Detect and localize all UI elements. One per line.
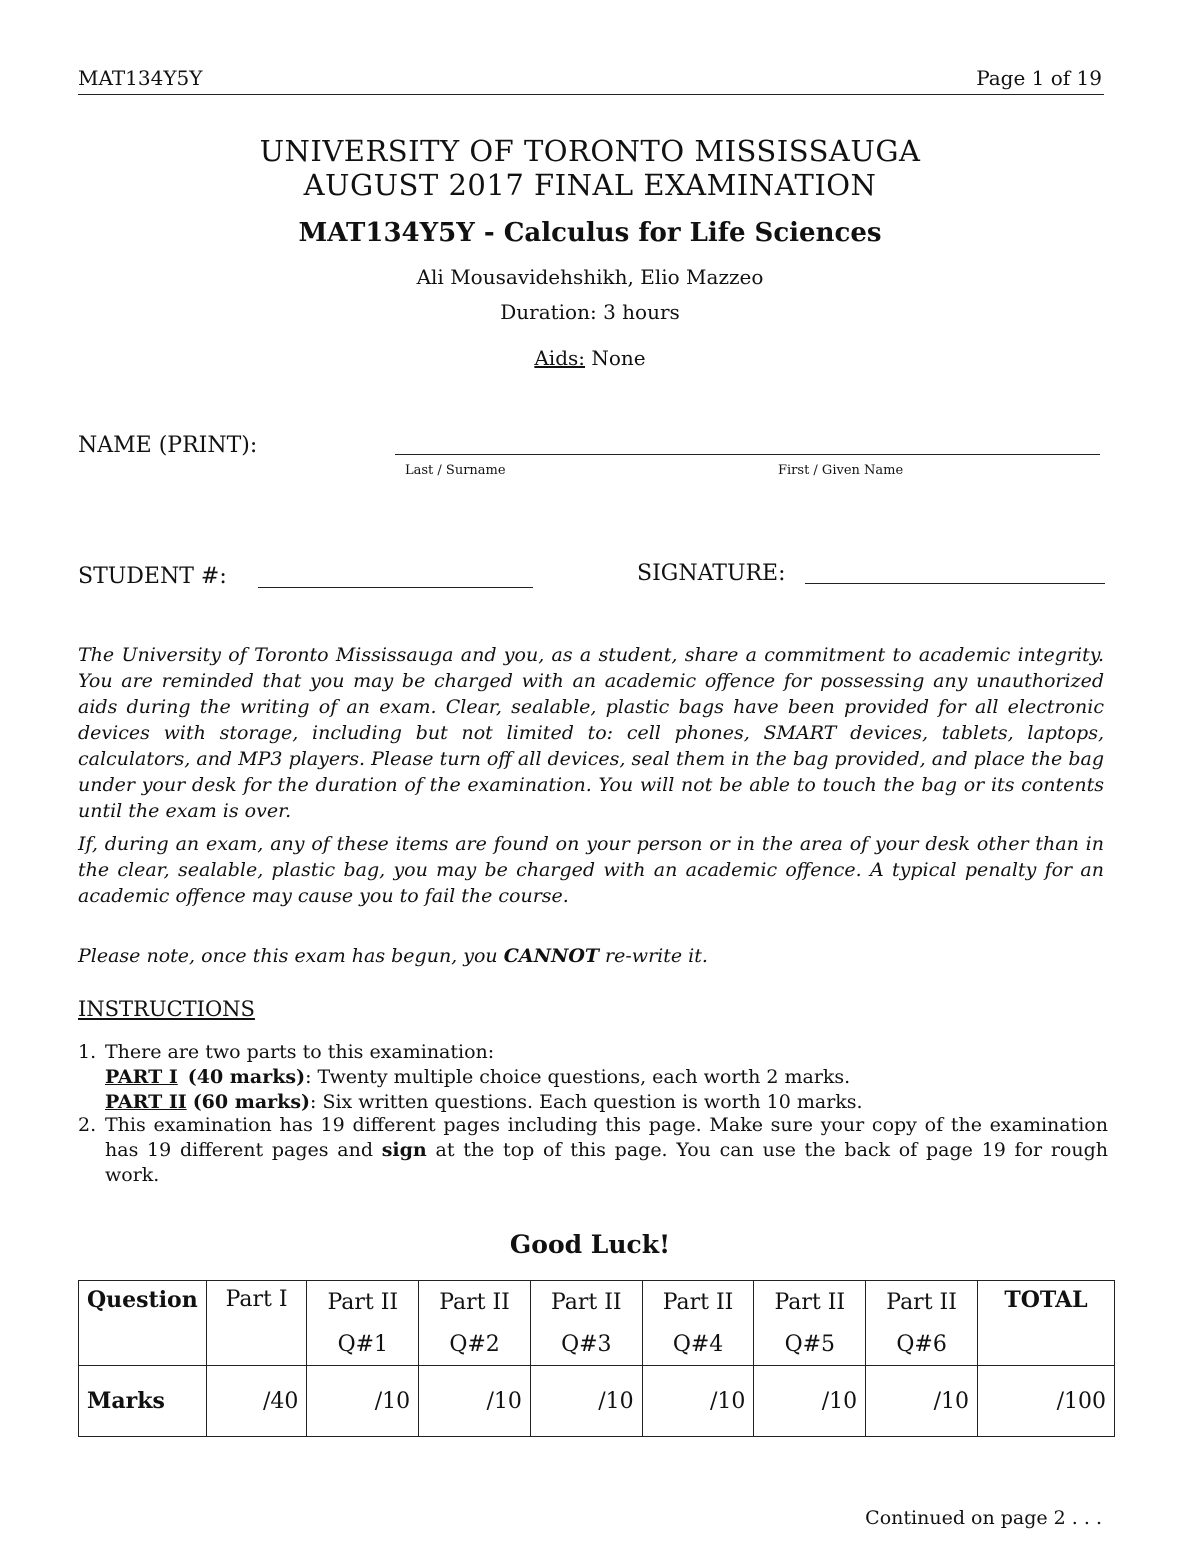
mark-cell-q3[interactable]: /10	[530, 1366, 642, 1437]
course-code-header: MAT134Y5Y	[78, 66, 203, 90]
good-luck: Good Luck!	[509, 1230, 671, 1259]
integrity-paragraph-2: If, during an exam, any of these items are found on your person or in the area of your desk other than in the clear, sealable, plastic bag, you may be charged with an academic offence. A typical penalty for an academic offence may cause you to fail the course.	[78, 833, 1104, 907]
university-title: UNIVERSITY OF TORONTO MISSISSAUGA	[259, 134, 921, 168]
student-number-field[interactable]	[258, 587, 533, 588]
part-2-label: PART II	[105, 1091, 187, 1113]
signature-label: SIGNATURE:	[637, 561, 786, 586]
marks-table	[78, 1280, 1115, 1437]
name-label: NAME (PRINT):	[78, 433, 258, 458]
col-header-q2-line1: Part II	[419, 1281, 531, 1324]
header-rule	[78, 94, 1104, 95]
page-indicator: Page 1 of 19	[976, 66, 1102, 90]
total-header: TOTAL	[978, 1281, 1115, 1366]
mark-cell-part1[interactable]: /40	[206, 1366, 307, 1437]
rewrite-note: Please note, once this exam has begun, you CANNOT re-write it.	[78, 945, 708, 967]
mark-cell-q5[interactable]: /10	[754, 1366, 866, 1437]
mark-cell-total[interactable]: /100	[978, 1366, 1115, 1437]
marks-row-label: Marks	[79, 1366, 207, 1437]
last-name-caption: Last / Surname	[405, 463, 506, 478]
col-header-q5-line2: Q#5	[754, 1323, 866, 1366]
course-title: MAT134Y5Y - Calculus for Life Sciences	[298, 218, 882, 248]
col-header-q2-line2: Q#2	[419, 1323, 531, 1366]
col-header-q4-line1: Part II	[642, 1281, 754, 1324]
mark-cell-q2[interactable]: /10	[419, 1366, 531, 1437]
instruction-item-2: 2. This examination has 19 different pages including this page. Make sure your copy of the examination has 19 different pages and sign at the top of this page. You can use the back of page 19 for rough work.	[78, 1114, 1108, 1186]
col-header-q4-line2: Q#4	[642, 1323, 754, 1366]
continued-footer: Continued on page 2 . . .	[865, 1507, 1102, 1529]
instructions-title: INSTRUCTIONS	[78, 997, 255, 1021]
aids	[0, 346, 1180, 370]
question-header: Question	[79, 1281, 207, 1366]
part-2-line: PART II (60 marks): Six written questions. Each question is worth 10 marks.	[105, 1091, 863, 1113]
col-header-q1-line1: Part II	[307, 1281, 419, 1324]
instruction-item-1: 1. There are two parts to this examination: PART I (40 marks): Twenty multiple choice questions, each worth 2 marks. PART II (60 marks): Six written questions. Each question is worth 10 marks.	[78, 1040, 1108, 1115]
col-header-q1-line2: Q#1	[307, 1323, 419, 1366]
first-name-caption: First / Given Name	[778, 463, 904, 478]
col-header-q6-line1: Part II	[866, 1281, 978, 1324]
part-1-label: PART I	[105, 1066, 178, 1088]
student-number-label: STUDENT #:	[78, 564, 227, 589]
col-header-q3-line1: Part II	[530, 1281, 642, 1324]
duration: Duration: 3 hours	[500, 300, 680, 324]
instructors: Ali Mousavidehshikh, Elio Mazzeo	[416, 265, 764, 289]
mark-cell-q1[interactable]: /10	[307, 1366, 419, 1437]
signature-field[interactable]	[805, 583, 1105, 584]
part-1-line: PART I (40 marks): Twenty multiple choice questions, each worth 2 marks.	[105, 1066, 851, 1088]
col-header-q5-line1: Part II	[754, 1281, 866, 1324]
mark-cell-q6[interactable]: /10	[866, 1366, 978, 1437]
col-header-q3-line2: Q#3	[530, 1323, 642, 1366]
aids-value: None	[585, 346, 646, 370]
cannot-emphasis: CANNOT	[503, 945, 600, 967]
mark-cell-q4[interactable]: /10	[642, 1366, 754, 1437]
aids-label: Aids:	[534, 346, 586, 370]
integrity-paragraph-1: The University of Toronto Mississauga and you, as a student, share a commitment to academic integrity. You are reminded that you may be charged with an academic offence for possessing any unauthorized aids during the writing of an exam. Clear, sealable, plastic bags have been provided for all electronic devices with storage, including but not limited to: cell phones, SMART devices, tablets, laptops, calculators, and MP3 players. Please turn off all devices, seal them in the bag provided, and place the bag under your desk for the duration of the examination. You will not be able to touch the bag or its contents until the exam is over.	[78, 644, 1104, 822]
name-field[interactable]	[395, 454, 1100, 455]
col-header-part1: Part I	[206, 1281, 307, 1366]
exam-title: AUGUST 2017 FINAL EXAMINATION	[303, 168, 877, 202]
col-header-q6-line2: Q#6	[866, 1323, 978, 1366]
